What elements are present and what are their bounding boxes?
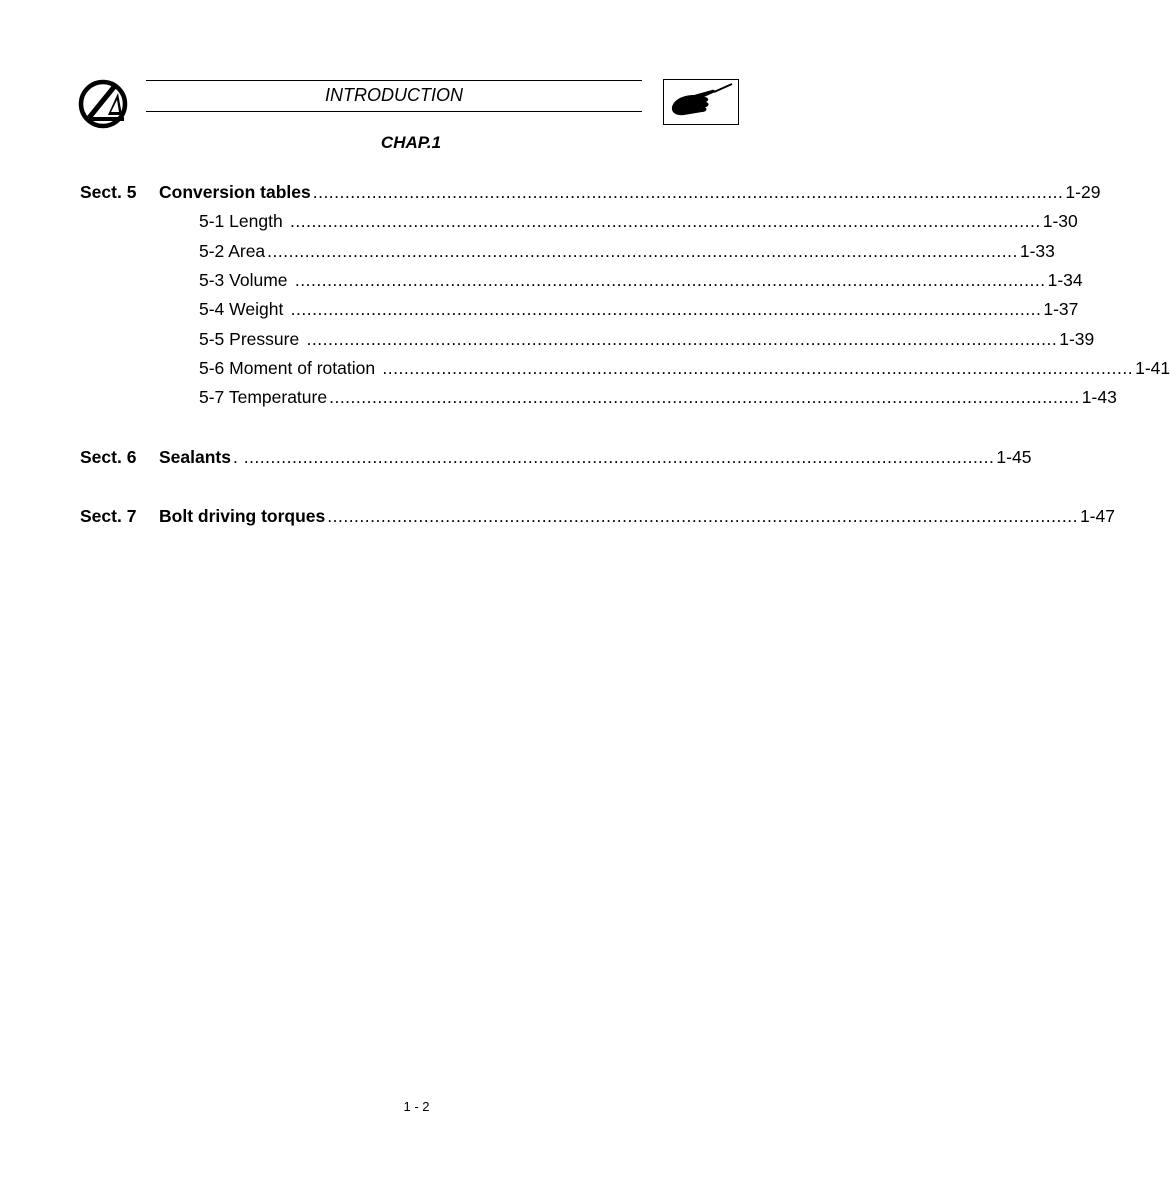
toc-row-5-7[interactable]: [80, 383, 1117, 412]
toc-leader: ............................................................................................................................................: [377, 357, 1134, 378]
header-rule-top: [146, 80, 642, 81]
toc-row-sect-7[interactable]: [80, 502, 1115, 531]
toc-page-number: 1-39: [1059, 328, 1095, 349]
toc-row-5-3[interactable]: [80, 266, 1083, 295]
toc-row-5-2[interactable]: [80, 237, 1055, 266]
toc-page-number: 1-45: [996, 446, 1032, 467]
toc-row-sect-5[interactable]: [80, 178, 1101, 207]
toc-page-number: 1-43: [1081, 387, 1117, 408]
toc-row-5-5[interactable]: [80, 324, 1095, 353]
toc-row-5-6[interactable]: [80, 354, 1170, 383]
toc-page-number: 1-41: [1135, 357, 1170, 378]
toc-item-title: 5-2 Area: [199, 240, 266, 261]
toc-page-number: 1-34: [1047, 270, 1083, 291]
toc-row-5-1[interactable]: [80, 207, 1078, 236]
toc-leader: ............................................................................................................................................: [285, 299, 1042, 320]
toc-section-title: Conversion tables: [159, 182, 311, 203]
toc-section-number: Sect. 7: [80, 505, 137, 526]
toc-page-number: 1-47: [1079, 505, 1115, 526]
footer-page-number: 1 - 2: [403, 1099, 430, 1114]
chapter-label: CHAP.1: [380, 133, 442, 152]
toc-item-title: 5-1 Length: [199, 211, 283, 232]
toc-page-number: 1-33: [1019, 240, 1055, 261]
toc-leader: . ............................................................................................................................................: [232, 446, 995, 467]
toc-section-number: Sect. 5: [80, 182, 137, 203]
toc-item-title: 5-3 Volume: [199, 270, 288, 291]
toc-leader: ............................................................................................................................................: [329, 387, 1080, 408]
header-title: INTRODUCTION: [325, 85, 463, 105]
toc-leader: ............................................................................................................................................: [284, 211, 1041, 232]
header-rule-bottom: [146, 111, 642, 112]
toc-item-title: 5-6 Moment of rotation: [199, 357, 376, 378]
table-of-contents: [80, 178, 1170, 531]
toc-page-number: 1-30: [1042, 211, 1078, 232]
toc-section-number: Sect. 6: [80, 446, 137, 467]
section-icon-box: [663, 79, 739, 125]
toc-leader: ............................................................................................................................................: [267, 240, 1018, 261]
hand-pointer-icon: [668, 83, 734, 121]
toc-item-title: 5-7 Temperature: [199, 387, 328, 408]
toc-leader: ............................................................................................................................................: [312, 182, 1064, 203]
toc-section-title: Bolt driving torques: [159, 505, 326, 526]
toc-page-number: 1-29: [1065, 182, 1101, 203]
toc-item-title: 5-4 Weight: [199, 299, 284, 320]
toc-leader: ............................................................................................................................................: [301, 328, 1058, 349]
toc-section-title: Sealants: [159, 446, 231, 467]
toc-page-number: 1-37: [1043, 299, 1079, 320]
toc-row-5-4[interactable]: [80, 295, 1079, 324]
brand-logo-icon: [78, 79, 130, 129]
toc-leader: ............................................................................................................................................: [289, 270, 1046, 291]
toc-row-sect-6[interactable]: [80, 442, 1032, 471]
toc-leader: ............................................................................................................................................: [327, 505, 1078, 526]
toc-item-title: 5-5 Pressure: [199, 328, 300, 349]
